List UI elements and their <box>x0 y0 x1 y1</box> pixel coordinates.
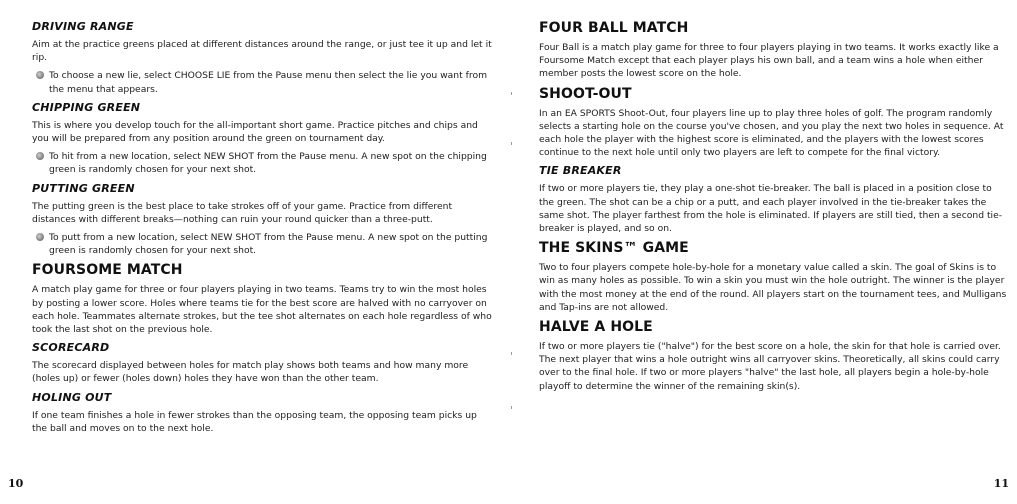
bullet-text: To hit from a new location, select NEW SHOT from the Pause menu. A new spot on the chipping green is randomly chosen for your next shot. <box>49 151 487 176</box>
heading-halve-a-hole: HALVE A HOLE <box>539 319 653 336</box>
heading-four-ball-match: FOUR BALL MATCH <box>539 20 689 36</box>
bullet-text: To putt from a new location, select NEW SHOT from the Pause menu. A new spot on the putting green is randomly chosen for your next shot. <box>49 232 488 257</box>
section-chipping-green <box>32 101 494 177</box>
text-putting-green: The putting green is the best place to take strokes off of your game. Practice from different distances with different breaks—nothing can ruin your round quicker than a three-putt. <box>32 200 453 225</box>
section-tie-breaker <box>539 164 1007 235</box>
text-chipping-green: This is where you develop touch for the all-important short game. Practice pitches and chips and you will be prepared from any position around the green on tournament day. <box>32 119 478 145</box>
text-halve-a-hole: If two or more players tie ("halve") for the best score on a hole, the skin for that hole is carried over. The next player that wins a hole outright wins all carryover skins. Theoretically, all skins could carry over to the final hole. If two or more players "halve" the last hole, all players begin a hole-by-hole playoff to determine the winner of the remaining skin(s). <box>539 341 1001 392</box>
text-driving-range: Aim at the practice greens placed at different distances around the range, or just tee it up and let it rip. <box>32 39 492 64</box>
bullet-icon <box>36 152 44 160</box>
section-foursome-match <box>32 262 494 336</box>
heading-driving-range: DRIVING RANGE <box>32 20 134 33</box>
heading-tie-breaker: TIE BREAKER <box>539 164 622 178</box>
text-tie-breaker: If two or more players tie, they play a one-shot tie-breaker. The ball is placed in a position close to the green. The shot can be a chip or a putt, and each player involved in the tie-breaker takes the same shot. The player farthest from the hole is eliminated. If players are still tied, then a second tie-breaker is played, and so on. <box>539 183 1003 235</box>
bullet-icon <box>36 71 44 79</box>
heading-holing-out: HOLING OUT <box>32 390 112 404</box>
right-column <box>539 20 1007 398</box>
bullet-putting-green <box>32 231 494 257</box>
page-number-right: 11 <box>993 477 1009 490</box>
section-putting-green <box>32 182 494 258</box>
text-skins-game: Two to four players compete hole-by-hole for a monetary value called a skin. The goal of Skins is to win as many holes as possible. To win a skin you must win the hole outright. The winner is the player with the most money at the end of the round. All players start on the tournament tees, and Mulligans and Tap-ins are not allowed. <box>539 262 1007 313</box>
section-driving-range <box>32 20 494 96</box>
text-foursome-match: A match play game for three or four players playing in two teams. Teams try to win the most holes by posting a lower score. Holes where teams tie for the best score are halved with no carryover on each hole. Teammates alternate strokes, but the tee shot alternates on each hole regardless of who took the last shot on the previous hole. <box>32 284 492 336</box>
text-scorecard: The scorecard displayed between holes for match play shows both teams and how many more (holes up) or fewer (holes down) holes they have won than the other team. <box>32 360 469 385</box>
section-holing-out <box>32 391 494 435</box>
bullet-chipping-green <box>32 150 494 176</box>
bullet-driving-range <box>32 69 494 95</box>
section-halve-a-hole <box>539 319 1007 393</box>
heading-putting-green: PUTTING GREEN <box>32 181 135 195</box>
left-page <box>0 0 508 504</box>
bullet-text: To choose a new lie, select CHOOSE LIE from the Pause menu then select the lie you want from the menu that appears. <box>49 70 488 95</box>
heading-chipping-green: CHIPPING GREEN <box>32 100 141 114</box>
section-skins-game <box>539 240 1007 314</box>
section-scorecard <box>32 341 494 385</box>
left-column <box>32 20 494 440</box>
text-shoot-out: In an EA SPORTS Shoot-Out, four players line up to play three holes of golf. The program randomly selects a starting hole on the course you've chosen, and you play the next two holes in sequence. At each hole the player with the highest score is eliminated, and the players with the lowest scores continue to the next hole until only two players are left to compete for the final victory. <box>539 107 1004 159</box>
text-four-ball-match: Four Ball is a match play game for three to four players playing in two teams. It works exactly like a Foursome Match except that each player plays his own ball, and a team wins a hole when either member posts the lowest score on the hole. <box>539 42 999 80</box>
section-four-ball-match <box>539 20 1007 81</box>
text-holing-out: If one team finishes a hole in fewer strokes than the opposing team, the opposing team picks up the ball and moves on to the next hole. <box>32 409 477 434</box>
page-number-left: 10 <box>8 477 24 490</box>
heading-shoot-out: SHOOT-OUT <box>539 85 632 102</box>
heading-scorecard: SCORECARD <box>32 341 110 355</box>
section-shoot-out <box>539 86 1007 160</box>
bullet-icon <box>36 233 44 241</box>
right-page <box>508 0 1017 504</box>
heading-skins-game: THE SKINS™ GAME <box>539 240 689 257</box>
heading-foursome-match: FOURSOME MATCH <box>32 262 183 279</box>
